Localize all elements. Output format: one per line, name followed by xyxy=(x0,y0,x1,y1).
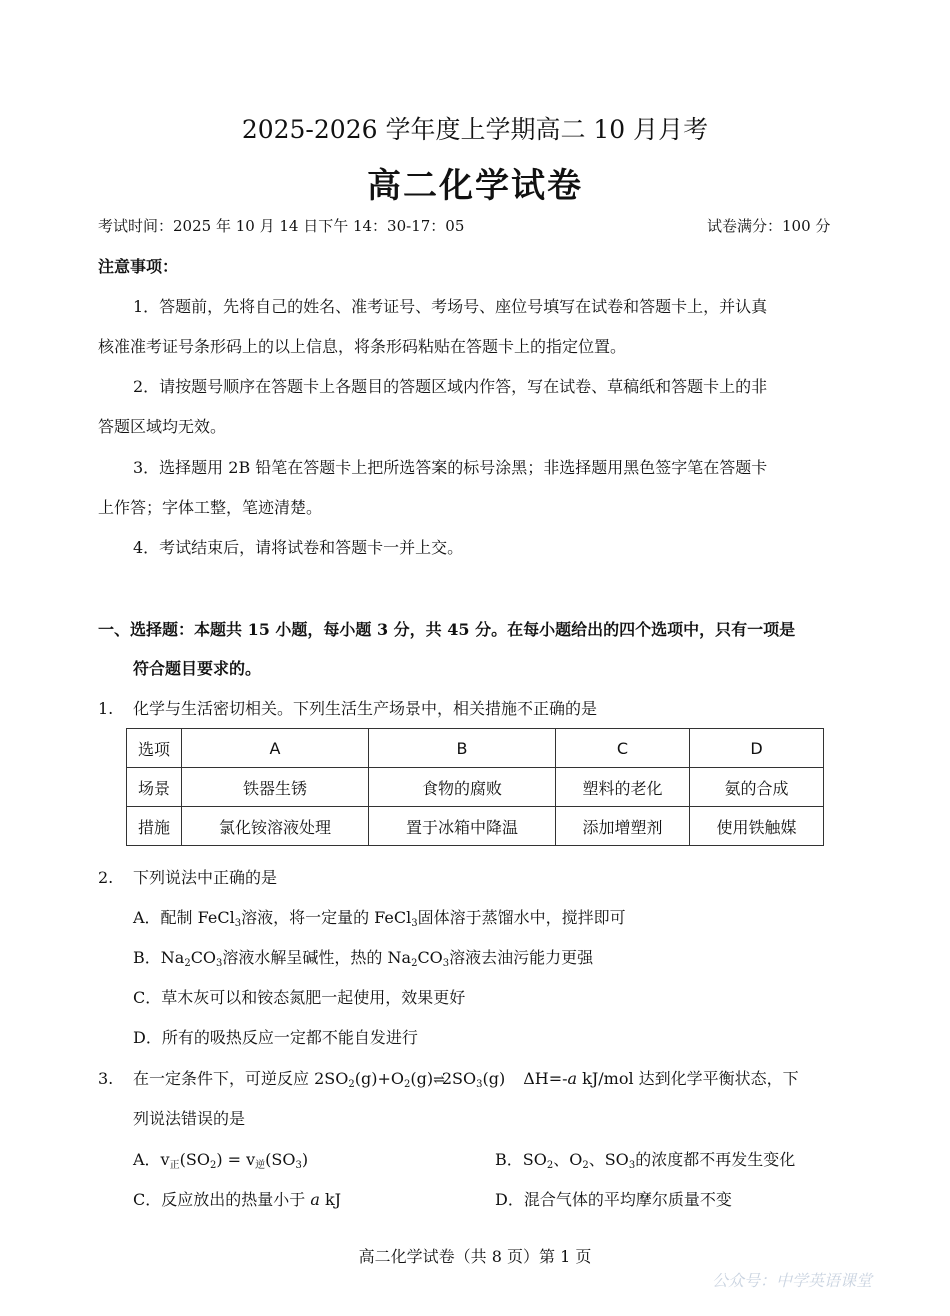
question-1-stem: 化学与生活密切相关。下列生活生产场景中，相关措施不正确的是 xyxy=(133,699,598,718)
table-cell: D xyxy=(689,729,823,768)
exam-title: 2025-2026 学年度上学期高二 10 月月考 xyxy=(241,115,709,144)
question-3-stem-line-1: 在一定条件下，可逆反应 $2SO_2(g)+O_2(g)\rightleftharpoons 2SO_3(g)$ ΔH=-a kJ/mol 达到化学平衡状态，下 xyxy=(133,1069,799,1090)
question-3-number: 3. xyxy=(98,1069,114,1088)
table-cell: 场景 xyxy=(127,768,182,807)
notice-item-2-line-1: 2．请按题号顺序在答题卡上各题目的答题区域内作答，写在试卷、草稿纸和答题卡上的非 xyxy=(133,377,768,396)
question-1-number: 1. xyxy=(98,699,114,718)
notice-item-4: 4．考试结束后，请将试卷和答题卡一并上交。 xyxy=(133,538,464,557)
notice-item-3-line-2: 上作答；字体工整，笔迹清楚。 xyxy=(98,498,323,517)
watermark: 公众号：中学英语课堂 xyxy=(712,1271,873,1290)
full-score: 试卷满分：100 分 xyxy=(707,217,831,235)
page-footer: 高二化学试卷（共 8 页）第 1 页 xyxy=(358,1247,592,1266)
table-cell: C xyxy=(555,729,689,768)
notice-heading: 注意事项： xyxy=(98,257,179,276)
table-cell: A xyxy=(182,729,369,768)
section-1-heading-line-1: 一、选择题：本题共 15 小题，每小题 3 分，共 45 分。在每小题给出的四个选项中，只有一项是 xyxy=(98,620,796,639)
reversible-arrow-icon: ⇌ xyxy=(433,1072,442,1088)
table-cell: 使用铁触媒 xyxy=(689,807,823,846)
table-cell: 铁器生锈 xyxy=(182,768,369,807)
notice-item-2-line-2: 答题区域均无效。 xyxy=(98,417,227,436)
table-cell: 添加增塑剂 xyxy=(555,807,689,846)
question-2-stem: 下列说法中正确的是 xyxy=(133,868,278,887)
table-cell: 氨的合成 xyxy=(689,768,823,807)
table-row xyxy=(127,729,824,768)
section-1-heading-line-2: 符合题目要求的。 xyxy=(133,659,262,678)
exam-time: 考试时间：2025 年 10 月 14 日下午 14：30-17：05 xyxy=(98,217,465,235)
table-cell: 选项 xyxy=(127,729,182,768)
question-3-option-b: B．$SO_2$、$O_2$、$SO_3$的浓度都不再发生变化 xyxy=(495,1150,796,1171)
question-2-option-a: A．配制 FeCl$_3$溶液，将一定量的 FeCl$_3$固体溶于蒸馏水中，搅拌即可 xyxy=(133,908,626,929)
question-3-option-a: A．$v_正(SO_2) = v_逆(SO_3)$ xyxy=(133,1150,309,1171)
question-2-number: 2. xyxy=(98,868,114,887)
table-cell: 措施 xyxy=(127,807,182,846)
notice-item-3-line-1: 3．选择题用 2B 铅笔在答题卡上把所选答案的标号涂黑；非选择题用黑色签字笔在答题卡 xyxy=(133,458,768,477)
question-3-option-c: C．反应放出的热量小于 a kJ xyxy=(133,1190,342,1209)
table-cell: 塑料的老化 xyxy=(555,768,689,807)
question-2-option-b: B．$Na_2CO_3$溶液水解呈碱性，热的 $Na_2CO_3$溶液去油污能力更强 xyxy=(133,948,594,969)
table-cell: 氯化铵溶液处理 xyxy=(182,807,369,846)
table-row xyxy=(127,768,824,807)
question-2-option-c: C．草木灰可以和铵态氮肥一起使用，效果更好 xyxy=(133,988,466,1007)
question-2-option-d: D．所有的吸热反应一定都不能自发进行 xyxy=(133,1028,418,1047)
question-3-option-d: D．混合气体的平均摩尔质量不变 xyxy=(495,1190,732,1209)
table-row xyxy=(127,807,824,846)
notice-item-1-line-2: 核准准考证号条形码上的以上信息，将条形码粘贴在答题卡上的指定位置。 xyxy=(98,337,627,356)
notice-item-1-line-1: 1．答题前，先将自己的姓名、准考证号、考场号、座位号填写在试卷和答题卡上，并认真 xyxy=(133,297,768,316)
table-cell: 置于冰箱中降温 xyxy=(368,807,555,846)
table-cell: B xyxy=(368,729,555,768)
paper-title: 高二化学试卷 xyxy=(367,166,583,206)
question-3-stem-line-2: 列说法错误的是 xyxy=(133,1109,246,1128)
question-1-table xyxy=(126,728,824,846)
table-cell: 食物的腐败 xyxy=(368,768,555,807)
